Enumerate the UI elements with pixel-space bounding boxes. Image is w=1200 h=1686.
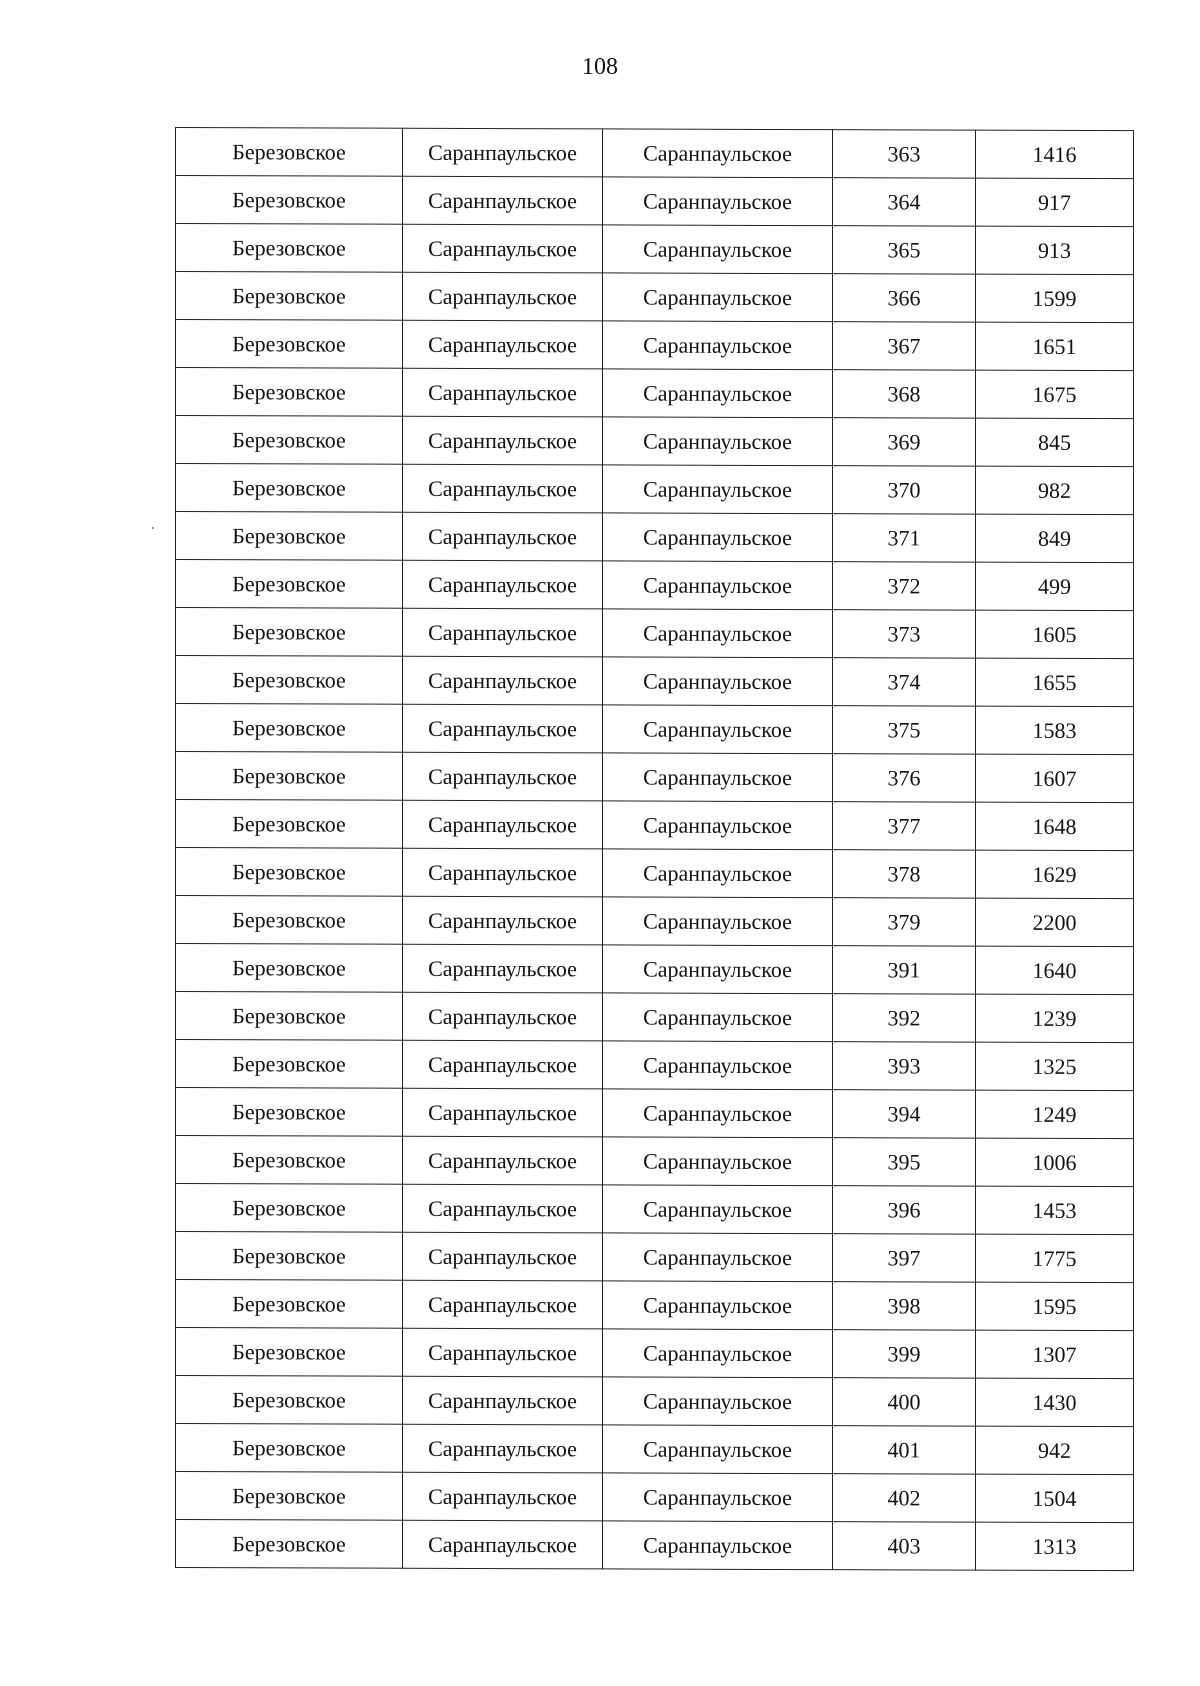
value-cell: 1307 <box>976 1330 1134 1379</box>
settlement-cell: Саранпаульское <box>403 272 603 321</box>
district-cell: Березовское <box>176 320 403 369</box>
forestry-cell: Саранпаульское <box>603 177 833 226</box>
settlement-cell: Саранпаульское <box>403 1472 603 1521</box>
table-row <box>176 1136 1134 1187</box>
table-row <box>176 1328 1134 1379</box>
settlement-cell: Саранпаульское <box>403 1520 603 1569</box>
table-body <box>176 128 1134 1571</box>
district-cell: Березовское <box>176 896 403 945</box>
forestry-cell: Саранпаульское <box>603 849 833 898</box>
table-row <box>176 848 1134 899</box>
value-cell: 1655 <box>976 658 1134 707</box>
settlement-cell: Саранпаульское <box>403 1088 603 1137</box>
value-cell: 1453 <box>976 1186 1134 1235</box>
settlement-cell: Саранпаульское <box>403 512 603 561</box>
district-cell: Березовское <box>176 128 403 177</box>
district-cell: Березовское <box>176 224 403 273</box>
settlement-cell: Саранпаульское <box>403 176 603 225</box>
table-row <box>176 128 1134 179</box>
table-row <box>176 1040 1134 1091</box>
settlement-cell: Саранпаульское <box>403 320 603 369</box>
settlement-cell: Саранпаульское <box>403 1376 603 1425</box>
forestry-cell: Саранпаульское <box>603 1521 833 1570</box>
district-cell: Березовское <box>176 272 403 321</box>
number-cell: 398 <box>833 1282 976 1330</box>
number-cell: 369 <box>833 418 976 466</box>
table-row <box>176 560 1134 611</box>
forestry-cell: Саранпаульское <box>603 1377 833 1426</box>
settlement-cell: Саранпаульское <box>403 848 603 897</box>
number-cell: 377 <box>833 802 976 850</box>
district-cell: Березовское <box>176 464 403 513</box>
forestry-cell: Саранпаульское <box>603 225 833 274</box>
number-cell: 366 <box>833 274 976 322</box>
district-cell: Березовское <box>176 752 403 801</box>
settlement-cell: Саранпаульское <box>403 656 603 705</box>
district-cell: Березовское <box>176 1472 403 1521</box>
number-cell: 392 <box>833 994 976 1042</box>
district-cell: Березовское <box>176 800 403 849</box>
table-row <box>176 896 1134 947</box>
settlement-cell: Саранпаульское <box>403 1040 603 1089</box>
table-row <box>176 752 1134 803</box>
district-cell: Березовское <box>176 176 403 225</box>
number-cell: 378 <box>833 850 976 898</box>
value-cell: 1239 <box>976 994 1134 1043</box>
district-cell: Березовское <box>176 1520 403 1569</box>
forestry-cell: Саранпаульское <box>603 321 833 370</box>
value-cell: 1504 <box>976 1474 1134 1523</box>
number-cell: 402 <box>833 1474 976 1522</box>
settlement-cell: Саранпаульское <box>403 1328 603 1377</box>
settlement-cell: Саранпаульское <box>403 128 603 177</box>
district-cell: Березовское <box>176 992 403 1041</box>
settlement-cell: Саранпаульское <box>403 416 603 465</box>
forestry-cell: Саранпаульское <box>603 609 833 658</box>
settlement-cell: Саранпаульское <box>403 704 603 753</box>
table-row <box>176 1184 1134 1235</box>
number-cell: 393 <box>833 1042 976 1090</box>
forestry-cell: Саранпаульское <box>603 1185 833 1234</box>
district-cell: Березовское <box>176 560 403 609</box>
number-cell: 379 <box>833 898 976 946</box>
forestry-cell: Саранпаульское <box>603 273 833 322</box>
settlement-cell: Саранпаульское <box>403 1232 603 1281</box>
number-cell: 403 <box>833 1522 976 1570</box>
forestry-cell: Саранпаульское <box>603 801 833 850</box>
scan-speck <box>152 527 154 529</box>
number-cell: 363 <box>833 130 976 178</box>
district-cell: Березовское <box>176 704 403 753</box>
value-cell: 1416 <box>976 130 1134 179</box>
district-cell: Березовское <box>176 368 403 417</box>
forestry-cell: Саранпаульское <box>603 1425 833 1474</box>
value-cell: 845 <box>976 418 1134 467</box>
value-cell: 1325 <box>976 1042 1134 1091</box>
table-row <box>176 368 1134 419</box>
table-row <box>176 800 1134 851</box>
number-cell: 376 <box>833 754 976 802</box>
forestry-cell: Саранпаульское <box>603 1041 833 1090</box>
value-cell: 1640 <box>976 946 1134 995</box>
forestry-cell: Саранпаульское <box>603 753 833 802</box>
table-row <box>176 1424 1134 1475</box>
number-cell: 399 <box>833 1330 976 1378</box>
value-cell: 1629 <box>976 850 1134 899</box>
settlement-cell: Саранпаульское <box>403 896 603 945</box>
value-cell: 1249 <box>976 1090 1134 1139</box>
number-cell: 365 <box>833 226 976 274</box>
number-cell: 374 <box>833 658 976 706</box>
value-cell: 1648 <box>976 802 1134 851</box>
value-cell: 1430 <box>976 1378 1134 1427</box>
table-row <box>176 656 1134 707</box>
forestry-cell: Саранпаульское <box>603 129 833 178</box>
value-cell: 1675 <box>976 370 1134 419</box>
value-cell: 1006 <box>976 1138 1134 1187</box>
district-cell: Березовское <box>176 1376 403 1425</box>
forestry-cell: Саранпаульское <box>603 561 833 610</box>
table-row <box>176 1088 1134 1139</box>
forestry-cell: Саранпаульское <box>603 1089 833 1138</box>
table-row <box>176 176 1134 227</box>
district-cell: Березовское <box>176 1424 403 1473</box>
value-cell: 1313 <box>976 1522 1134 1571</box>
forestry-cell: Саранпаульское <box>603 513 833 562</box>
value-cell: 982 <box>976 466 1134 515</box>
settlement-cell: Саранпаульское <box>403 224 603 273</box>
settlement-cell: Саранпаульское <box>403 1184 603 1233</box>
forestry-cell: Саранпаульское <box>603 1281 833 1330</box>
forestry-cell: Саранпаульское <box>603 369 833 418</box>
district-cell: Березовское <box>176 1136 403 1185</box>
district-cell: Березовское <box>176 1088 403 1137</box>
number-cell: 397 <box>833 1234 976 1282</box>
value-cell: 942 <box>976 1426 1134 1475</box>
forestry-cell: Саранпаульское <box>603 1233 833 1282</box>
district-cell: Березовское <box>176 512 403 561</box>
table-row <box>176 992 1134 1043</box>
forestry-cell: Саранпаульское <box>603 465 833 514</box>
value-cell: 1595 <box>976 1282 1134 1331</box>
value-cell: 499 <box>976 562 1134 611</box>
number-cell: 371 <box>833 514 976 562</box>
table-row <box>176 1232 1134 1283</box>
number-cell: 367 <box>833 322 976 370</box>
district-cell: Березовское <box>176 944 403 993</box>
district-cell: Березовское <box>176 1232 403 1281</box>
forestry-cell: Саранпаульское <box>603 1329 833 1378</box>
forestry-cell: Саранпаульское <box>603 1137 833 1186</box>
number-cell: 375 <box>833 706 976 754</box>
settlement-cell: Саранпаульское <box>403 944 603 993</box>
number-cell: 394 <box>833 1090 976 1138</box>
table-row <box>176 944 1134 995</box>
forestry-cell: Саранпаульское <box>603 705 833 754</box>
number-cell: 396 <box>833 1186 976 1234</box>
value-cell: 2200 <box>976 898 1134 947</box>
table-row <box>176 272 1134 323</box>
table-row <box>176 1472 1134 1523</box>
table-row <box>176 224 1134 275</box>
number-cell: 368 <box>833 370 976 418</box>
table-row <box>176 1520 1134 1571</box>
value-cell: 913 <box>976 226 1134 275</box>
district-cell: Березовское <box>176 1040 403 1089</box>
settlement-cell: Саранпаульское <box>403 1424 603 1473</box>
table-row <box>176 464 1134 515</box>
settlement-cell: Саранпаульское <box>403 560 603 609</box>
table-row <box>176 1376 1134 1427</box>
settlement-cell: Саранпаульское <box>403 608 603 657</box>
forestry-cell: Саранпаульское <box>603 417 833 466</box>
table-row <box>176 512 1134 563</box>
number-cell: 400 <box>833 1378 976 1426</box>
value-cell: 1775 <box>976 1234 1134 1283</box>
table-row <box>176 1280 1134 1331</box>
value-cell: 1599 <box>976 274 1134 323</box>
settlement-cell: Саранпаульское <box>403 1136 603 1185</box>
value-cell: 1607 <box>976 754 1134 803</box>
value-cell: 1605 <box>976 610 1134 659</box>
number-cell: 372 <box>833 562 976 610</box>
table-row <box>176 704 1134 755</box>
district-cell: Березовское <box>176 416 403 465</box>
district-cell: Березовское <box>176 656 403 705</box>
value-cell: 917 <box>976 178 1134 227</box>
district-cell: Березовское <box>176 1280 403 1329</box>
number-cell: 401 <box>833 1426 976 1474</box>
number-cell: 370 <box>833 466 976 514</box>
settlement-cell: Саранпаульское <box>403 368 603 417</box>
value-cell: 849 <box>976 514 1134 563</box>
district-cell: Березовское <box>176 1328 403 1377</box>
value-cell: 1651 <box>976 322 1134 371</box>
table-row <box>176 608 1134 659</box>
data-table-container <box>175 127 1133 1571</box>
number-cell: 373 <box>833 610 976 658</box>
forestry-cell: Саранпаульское <box>603 993 833 1042</box>
settlement-cell: Саранпаульское <box>403 752 603 801</box>
value-cell: 1583 <box>976 706 1134 755</box>
table-row <box>176 320 1134 371</box>
district-cell: Березовское <box>176 1184 403 1233</box>
forestry-cell: Саранпаульское <box>603 1473 833 1522</box>
settlement-cell: Саранпаульское <box>403 464 603 513</box>
table-row <box>176 416 1134 467</box>
data-table <box>175 127 1134 1571</box>
forestry-cell: Саранпаульское <box>603 897 833 946</box>
number-cell: 395 <box>833 1138 976 1186</box>
settlement-cell: Саранпаульское <box>403 992 603 1041</box>
district-cell: Березовское <box>176 608 403 657</box>
page-number: 108 <box>582 54 618 80</box>
settlement-cell: Саранпаульское <box>403 800 603 849</box>
district-cell: Березовское <box>176 848 403 897</box>
forestry-cell: Саранпаульское <box>603 945 833 994</box>
forestry-cell: Саранпаульское <box>603 657 833 706</box>
settlement-cell: Саранпаульское <box>403 1280 603 1329</box>
number-cell: 364 <box>833 178 976 226</box>
number-cell: 391 <box>833 946 976 994</box>
